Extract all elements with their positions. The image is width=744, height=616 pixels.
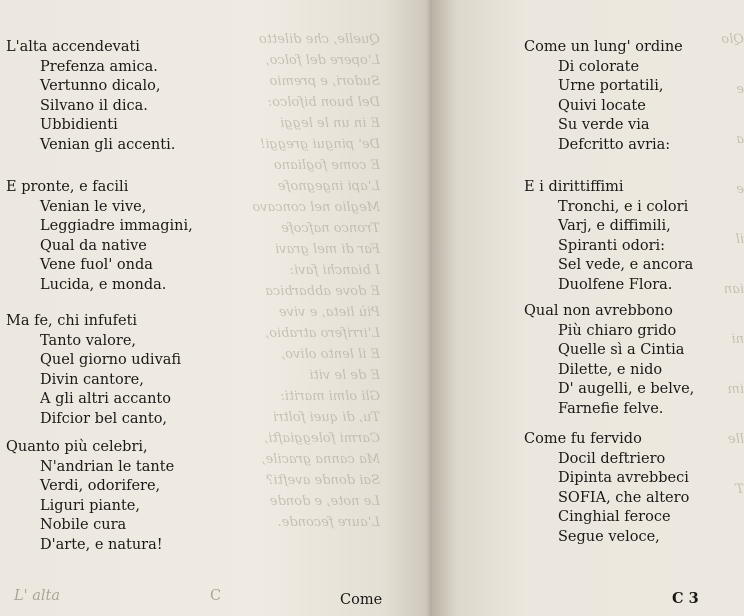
verse-line: E i dirittiffimi <box>524 179 624 195</box>
ghost-line: Le note, e donde <box>269 494 380 509</box>
verse-line: Qual da native <box>40 237 147 254</box>
stanza-right-4 <box>524 430 689 548</box>
verse-line: Come un lung' ordine <box>524 39 683 55</box>
ghost-line: e <box>736 182 744 197</box>
verse-line: Defcritto avria: <box>558 136 671 153</box>
verse-line: Spiranti odori: <box>558 237 666 254</box>
ghost-line: E de le viti <box>309 368 380 383</box>
verse-line: Vertunno dicalo, <box>40 78 161 95</box>
verse-line: Cinghial feroce <box>558 509 671 526</box>
verse-line: Tanto valore, <box>40 332 137 349</box>
footer-left-ghost: L' alta <box>14 588 60 604</box>
verse-line: Quelle sì a Cintia <box>558 342 685 359</box>
verse-line: Dilette, e nido <box>558 361 663 378</box>
stanza-right-3 <box>524 302 694 420</box>
ghost-line: L'irrifero atrabio, <box>264 326 380 341</box>
ghost-line: im <box>727 382 744 397</box>
verse-line: Duolfene Flora. <box>558 276 673 293</box>
verse-line: Ma fe, chi infufeti <box>6 313 138 329</box>
catchword: Come <box>340 592 383 608</box>
verse-line: D'arte, e natura! <box>40 536 163 553</box>
verse-line: Su verde via <box>558 117 650 134</box>
verse-line: Varj, e diffimili, <box>558 218 671 235</box>
verse-line: Vene fuol' onda <box>40 257 153 274</box>
ghost-line: I bianchi favi: <box>289 263 380 278</box>
ghost-line: T <box>735 482 744 497</box>
ghost-line: Ma canna gracile, <box>261 452 380 467</box>
ghost-line: Sudori, e premio <box>269 74 380 89</box>
verse-line: Quel giorno udivafi <box>40 352 182 369</box>
verse-line: Quivi locate <box>558 97 646 114</box>
ghost-line: Far di mel gravi <box>275 242 380 257</box>
verse-line: Verdi, odorifere, <box>40 478 161 495</box>
verse-line: Venian le vive, <box>40 198 147 215</box>
verse-line: D' augelli, e belve, <box>558 381 695 398</box>
ghost-line: Meglio nel concavo <box>252 200 380 215</box>
ghost-line: Gli olmi mariti: <box>280 389 380 404</box>
verse-line: Urne portatili, <box>558 78 664 95</box>
verse-line: A gli altri accanto <box>40 391 171 408</box>
ghost-line: Tu, di quei foltri <box>273 410 380 425</box>
verse-line: Quanto più celebri, <box>6 439 148 455</box>
ghost-line: L'aure feconde. <box>277 515 380 530</box>
verse-line: Nobile cura <box>40 517 127 534</box>
verse-line: Sel vede, e ancora <box>558 257 694 274</box>
signature-mark: C 3 <box>672 590 699 607</box>
verse-line: Qual non avrebbono <box>524 303 673 319</box>
right-page <box>432 0 744 616</box>
ghost-line: L'api ingegnofe <box>277 179 380 194</box>
ghost-line: Tronco nafcofe <box>281 221 380 236</box>
ghost-line: ni <box>731 332 744 347</box>
ghost-line: Sai donde avefti? <box>266 473 380 488</box>
ghost-line: E dove abbarbica <box>265 284 380 299</box>
verse-line: Liguri piante, <box>40 497 140 514</box>
ghost-line: E in un le leggi <box>280 116 380 131</box>
stanza-right-2 <box>524 178 693 296</box>
verse-line: Tronchi, e i colori <box>558 198 689 215</box>
verse-line: Segue veloce, <box>558 528 660 545</box>
verse-line: Lucida, e monda. <box>40 276 167 293</box>
verse-line: Docil deftriero <box>558 450 666 467</box>
verse-line: Ubbidienti <box>40 117 118 134</box>
verse-line: L'alta accendevati <box>6 39 140 55</box>
ghost-line: Quelle, che diletto <box>258 32 380 47</box>
verse-line: Silvano il dica. <box>40 97 148 114</box>
ghost-line: il <box>735 232 744 247</box>
ghost-line: ian <box>723 282 744 297</box>
bleed-through-text-left <box>180 30 380 534</box>
ghost-line: Qlo <box>721 32 744 47</box>
verse-line: Dipinta avrebbeci <box>558 470 689 487</box>
ghost-line: L'opere del folco, <box>265 53 380 68</box>
stanza-left-2 <box>6 178 193 296</box>
verse-line: Difcior bel canto, <box>40 410 168 427</box>
ghost-line: E come fogliano <box>273 158 380 173</box>
stanza-left-3 <box>6 312 181 430</box>
verse-line: Leggiadre immagini, <box>40 218 193 235</box>
ghost-line: Carmi foleggiafti, <box>264 431 380 446</box>
bleed-through-text-right <box>694 30 744 530</box>
verse-line: N'andrian le tante <box>40 458 175 475</box>
ghost-line: e <box>736 82 744 97</box>
verse-line: SOFIA, che altero <box>558 489 690 506</box>
verse-line: Più chiaro grido <box>558 322 677 339</box>
verse-line: Come fu fervido <box>524 431 642 447</box>
verse-line: Di colorate <box>558 58 640 75</box>
verse-line: Farnefie felve. <box>558 400 664 417</box>
ghost-line: De' pingui greggi! <box>260 137 380 152</box>
ghost-line: a <box>736 132 744 147</box>
ghost-line: lle <box>727 432 744 447</box>
ghost-line: E il lento olivo, <box>281 347 380 362</box>
verse-line: Divin cantore, <box>40 371 144 388</box>
stanza-left-4 <box>6 438 174 556</box>
footer-mid-ghost: C <box>210 588 222 604</box>
verse-line: Prefenza amica. <box>40 58 158 75</box>
ghost-line: Più lieta, e vive <box>278 305 380 320</box>
verse-line: E pronte, e facili <box>6 179 129 195</box>
stanza-right-1 <box>524 38 683 156</box>
ghost-line: Del buon bifolco: <box>267 95 380 110</box>
stanza-left-1 <box>6 38 175 156</box>
verse-line: Venian gli accenti. <box>40 136 176 153</box>
